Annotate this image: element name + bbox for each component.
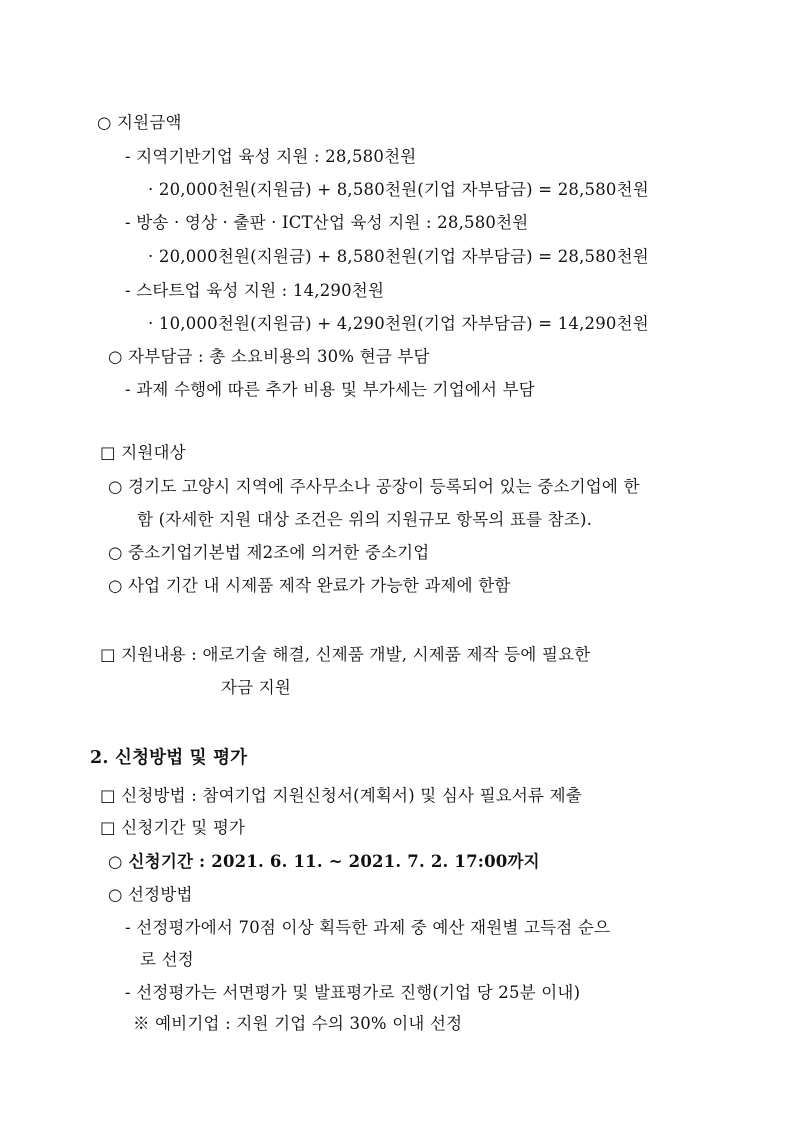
support-amount-item-broadcast: - 방송 · 영상 · 출판 · ICT산업 육성 지원 : 28,580천원 <box>125 213 529 232</box>
selection-method-header: ○ 선정방법 <box>108 885 193 904</box>
eligibility-item-sme-law: ○ 중소기업기본법 제2조에 의거한 중소기업 <box>108 543 430 562</box>
support-amount-item-startup-detail: · 10,000천원(지원금) + 4,290천원(기업 자부담금) = 14,290천원 <box>148 314 649 333</box>
eligibility-header: □ 지원대상 <box>100 443 186 462</box>
support-content-line2: 자금 지원 <box>221 678 292 697</box>
support-amount-item-startup: - 스타트업 육성 지원 : 14,290천원 <box>125 281 385 300</box>
section-2-title: 2. 신청방법 및 평가 <box>90 748 248 768</box>
eligibility-item-region-line2: 함 (자세한 지원 대상 조건은 위의 지원규모 항목의 표를 참조). <box>137 510 593 529</box>
application-period: ○ 신청기간 : 2021. 6. 11. ~ 2021. 7. 2. 17:00까지 <box>108 852 540 871</box>
self-burden-note: - 과제 수행에 따른 추가 비용 및 부가세는 기업에서 부담 <box>125 380 535 399</box>
self-burden-header: ○ 자부담금 : 총 소요비용의 30% 현금 부담 <box>108 347 430 366</box>
application-period-eval-header: □ 신청기간 및 평가 <box>100 818 246 837</box>
support-amount-header: ○ 지원금액 <box>97 113 182 132</box>
reserve-company-note: ※ 예비기업 : 지원 기업 수의 30% 이내 선정 <box>133 1014 463 1033</box>
support-amount-item-regional-detail: · 20,000천원(지원금) + 8,580천원(기업 자부담금) = 28,580천원 <box>148 180 649 199</box>
support-amount-item-broadcast-detail: · 20,000천원(지원금) + 8,580천원(기업 자부담금) = 28,580천원 <box>148 247 649 266</box>
support-content-line1: □ 지원내용 : 애로기술 해결, 신제품 개발, 시제품 제작 등에 필요한 <box>100 645 591 664</box>
application-method: □ 신청방법 : 참여기업 지원신청서(계획서) 및 심사 필요서류 제출 <box>100 786 582 805</box>
selection-rule-1-line1: - 선정평가에서 70점 이상 획득한 과제 중 예산 재원별 고득점 순으 <box>125 918 611 937</box>
selection-rule-2: - 선정평가는 서면평가 및 발표평가로 진행(기업 당 25분 이내) <box>125 983 581 1002</box>
eligibility-item-region-line1: ○ 경기도 고양시 지역에 주사무소나 공장이 등록되어 있는 중소기업에 한 <box>108 477 640 496</box>
eligibility-item-prototype: ○ 사업 기간 내 시제품 제작 완료가 가능한 과제에 한함 <box>108 576 511 595</box>
selection-rule-1-line2: 로 선정 <box>140 950 194 969</box>
support-amount-item-regional: - 지역기반기업 육성 지원 : 28,580천원 <box>125 147 417 166</box>
